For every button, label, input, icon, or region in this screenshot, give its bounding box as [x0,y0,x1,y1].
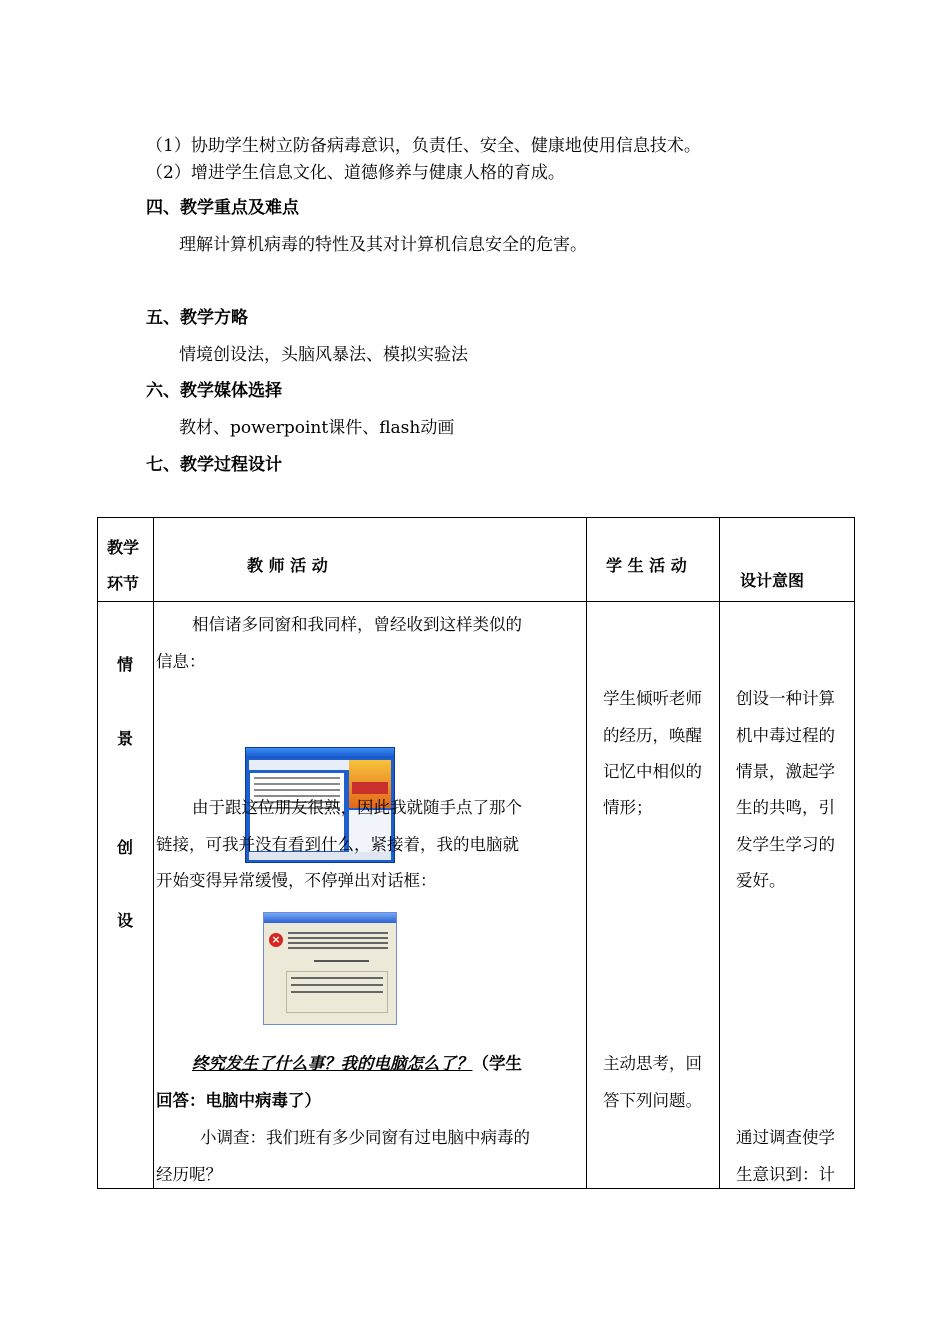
lesson-process-table [97,517,855,1189]
header-intent: 设计意图 [740,571,805,590]
table-row-scenario [98,602,855,1189]
intent-text-5: 发学生学习的 [736,835,835,854]
error-icon: × [269,933,283,947]
stage-char-2: 景 [117,729,134,748]
shutdown-dialog-screenshot [263,912,397,1025]
teacher-survey-1: 小调查：我们班有多少同窗有过电脑中病毒的 [200,1128,530,1147]
table-header-row [98,518,855,602]
intent-text-4: 生的共鸣，引 [736,798,835,817]
student-text-5: 主动思考，回 [603,1054,702,1073]
stage-cell [98,602,154,1189]
intent-text-1: 创设一种计算 [736,689,835,708]
teacher-text-5: 开始变得异常缓慢，不停弹出对话框： [156,871,437,890]
header-student-cell [587,518,720,602]
intent-text-6: 爱好。 [736,871,786,890]
teacher-text-1: 相信诸多同窗和我同样，曾经收到这样类似的 [192,615,522,634]
section-4-title: 四、教学重点及难点 [146,198,299,218]
student-text-4: 情形； [603,798,653,817]
section-5-body: 情境创设法，头脑风暴法、模拟实验法 [179,345,468,365]
intent-text-8: 生意识到：计 [736,1165,835,1184]
teacher-activity-cell [154,602,587,1189]
header-stage-line1: 教学 [107,538,140,557]
teacher-text-4: 链接，可我并没有看到什么，紧接着，我的电脑就 [156,835,519,854]
section-5-title: 五、教学方略 [146,308,248,328]
teacher-text-3: 由于跟这位朋友很熟，因此我就随手点了那个 [192,798,522,817]
objective-2: （2）增进学生信息文化、道德修养与健康人格的育成。 [146,163,565,183]
header-stage-line2: 环节 [107,574,140,593]
objective-1: （1）协助学生树立防备病毒意识，负责任、安全、健康地使用信息技术。 [146,136,701,156]
teacher-text-2: 信息： [156,652,206,671]
student-text-3: 记忆中相似的 [603,762,702,781]
header-teacher-cell [154,518,587,602]
header-intent-cell [720,518,855,602]
stage-char-4: 设 [117,911,134,930]
section-6-title: 六、教学媒体选择 [146,381,282,401]
section-4-body: 理解计算机病毒的特性及其对计算机信息安全的危害。 [179,235,587,255]
teacher-question-tail: （学生 [472,1054,522,1073]
teacher-question [192,1045,522,1082]
section-6-body: 教材、powerpoint课件、flash动画 [179,418,455,438]
student-text-1: 学生倾听老师 [603,689,702,708]
design-intent-cell [720,602,855,1189]
intent-text-3: 情景，激起学 [736,762,835,781]
header-student: 学 生 活 动 [606,556,687,575]
teacher-question-emphasis: 终究发生了什么事？我的电脑怎么了？ [192,1054,473,1073]
header-teacher: 教 师 活 动 [247,556,328,575]
intent-text-2: 机中毒过程的 [736,726,835,745]
student-text-6: 答下列问题。 [603,1091,702,1110]
header-stage-cell [98,518,154,602]
stage-char-1: 情 [117,655,134,674]
intent-text-7: 通过调查使学 [736,1128,835,1147]
teacher-survey-2: 经历呢？ [156,1165,222,1184]
student-text-2: 的经历，唤醒 [603,726,702,745]
student-activity-cell [587,602,720,1189]
teacher-answer: 回答：电脑中病毒了） [156,1091,321,1110]
stage-char-3: 创 [117,838,134,857]
section-7-title: 七、教学过程设计 [146,455,282,475]
